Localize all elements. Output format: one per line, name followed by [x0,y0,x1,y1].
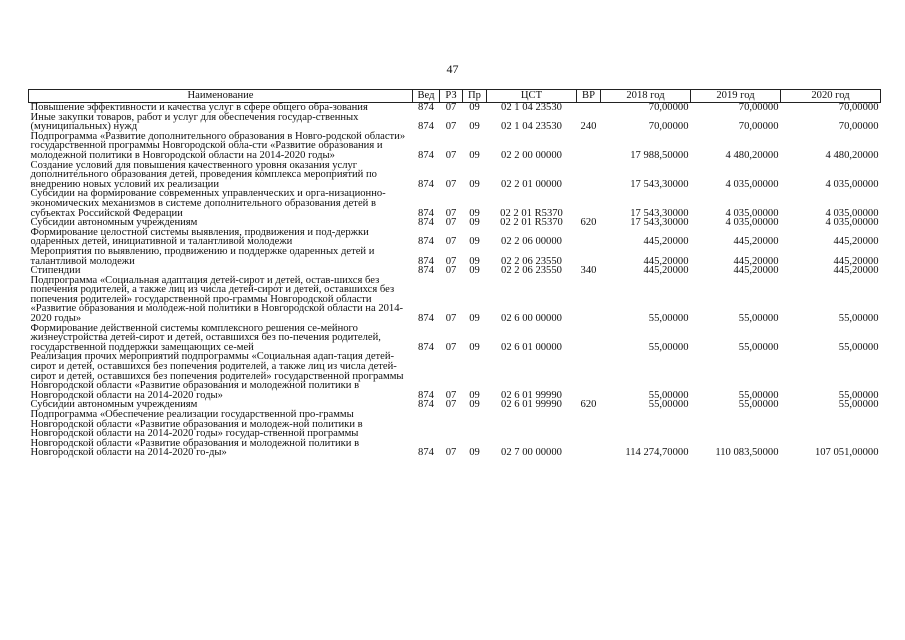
cell-vr [577,247,601,266]
header-2020: 2020 год [781,90,881,103]
budget-table [28,89,881,458]
table-row [29,352,881,400]
cell-cst: 02 6 00 00000 [501,313,562,325]
cell-2018: 55,00000 [648,389,689,401]
cell-cst: 02 6 01 00000 [501,341,562,353]
cell-2020: 55,00000 [838,313,879,325]
cell-2018: 70,00000 [648,121,689,133]
cell-rz: 07 [445,121,457,133]
cell-cst: 02 2 06 23550 [501,265,562,277]
cell-pr: 09 [469,389,480,401]
cell-rz: 07 [445,102,457,113]
cell-2019: 55,00000 [738,399,779,411]
cell-ved: 874 [418,341,434,353]
cell-2019: 445,20000 [733,265,779,277]
cell-ved: 874 [418,207,434,219]
cell-ved: 874 [418,121,434,133]
cell-ved: 874 [418,149,434,161]
header-rz: РЗ [440,90,463,103]
cell-rz: 07 [445,255,457,267]
cell-2018: 17 543,30000 [630,207,689,219]
cell-ved: 874 [418,389,434,401]
table-row [29,324,881,353]
cell-2020: 4 035,00000 [825,178,879,190]
cell-2019: 55,00000 [738,313,779,325]
cell-name: Создание условий для повышения качественного уровня оказания услуг дополнительного образования детей, проведения комплекса мероприятий по внедрению новых условий их реализации [30,159,377,190]
header-name: Наименование [29,90,413,103]
cell-rz: 07 [445,149,457,161]
table-row [29,276,881,324]
table-row [29,113,881,132]
cell-rz: 07 [445,341,457,353]
cell-2018: 114 274,70000 [625,447,689,459]
cell-2019: 110 083,50000 [715,447,779,459]
cell-vr [577,161,601,190]
cell-ved: 874 [418,399,434,411]
cell-pr: 09 [469,313,480,325]
cell-name: Подпрограмма «Обеспечение реализации государственной про-граммы Новгородской области «Развитие образования и молодеж-ной политики в Новгородской области на 2014-2020 годы» государ-ственной программы Новгородской области «Развитие образования и молодежной политики в Новгородской области на 2014-2020 го-ды» [30,409,363,459]
cell-name: Стипендии [30,265,81,277]
cell-cst: 02 1 04 23530 [501,102,562,113]
cell-vr [577,228,601,247]
cell-2018: 445,20000 [643,255,689,267]
cell-ved: 874 [418,236,434,248]
table-row [29,161,881,190]
cell-2018: 70,00000 [648,102,689,113]
cell-2018: 17 543,30000 [630,178,689,190]
cell-vr [577,276,601,324]
cell-name: Подпрограмма «Социальная адаптация детей-сирот и детей, остав-шихся без попечения родителей, а также лиц из числа детей-сирот и детей, оставшихся без попечения родителей» государственной про-граммы Новгородской области «Развитие образования и молодеж-ной политики в Новгородской области на 2014-2020 годы» [30,274,404,325]
cell-ved: 874 [418,265,434,277]
cell-ved: 874 [418,447,434,459]
cell-cst: 02 1 04 23530 [501,121,562,133]
cell-ved: 874 [418,102,434,113]
cell-pr: 09 [469,149,480,161]
table-row [29,228,881,247]
cell-2019: 70,00000 [738,121,779,133]
cell-2018: 17 543,30000 [630,217,689,229]
cell-2020: 4 035,00000 [825,207,879,219]
cell-vr [577,352,601,400]
cell-rz: 07 [445,313,457,325]
cell-2018: 55,00000 [648,399,689,411]
cell-name: Реализация прочих мероприятий подпрограммы «Социальная адап-тация детей-сирот и детей, оставшихся без попечения родителей, а также лиц из числа детей-сирот и детей, оставшихся без попечения родителей» государственной программы Новгородской области «Развитие образования и молодежной политики в Новгородской области на 2014-2020 годы» [30,351,404,401]
header-pr: Пр [463,90,487,103]
cell-2020: 445,20000 [833,265,879,277]
cell-name: Формирование целостной системы выявления, продвижения и под-держки одаренных детей, инициативной и талантливой молодежи [30,226,369,248]
cell-2019: 55,00000 [738,341,779,353]
cell-vr [577,410,601,458]
cell-pr: 09 [469,236,480,248]
cell-cst: 02 2 00 00000 [501,149,562,161]
cell-rz: 07 [445,178,457,190]
cell-name: Субсидии автономным учреждениям [30,217,198,229]
cell-rz: 07 [445,399,457,411]
cell-cst: 02 2 06 00000 [501,236,562,248]
cell-name: Субсидии автономным учреждениям [30,399,198,411]
cell-2020: 55,00000 [838,389,879,401]
cell-name: Повышение эффективности и качества услуг в сфере общего обра-зования [30,102,368,113]
cell-ved: 874 [418,217,434,229]
cell-2020: 55,00000 [838,399,879,411]
cell-2020: 445,20000 [833,236,879,248]
cell-2020: 107 051,00000 [814,447,879,459]
cell-pr: 09 [469,178,480,190]
cell-pr: 09 [469,265,480,277]
cell-rz: 07 [445,265,457,277]
cell-name: Подпрограмма «Развитие дополнительного образования в Новго-родской области» государственной программы Новгородской обла-сти «Развитие образования и молодежной политики в Новгородской области на 2014-2020 годы» [30,130,406,161]
cell-2020: 70,00000 [838,102,879,113]
cell-pr: 09 [469,121,480,133]
cell-pr: 09 [469,341,480,353]
cell-2020: 4 035,00000 [825,217,879,229]
cell-pr: 09 [469,399,480,411]
header-2019: 2019 год [691,90,781,103]
table-header-row [29,90,881,103]
cell-cst: 02 2 06 23550 [501,255,562,267]
cell-cst: 02 6 01 99990 [501,399,562,411]
header-vr: ВР [577,90,601,103]
cell-2019: 4 035,00000 [725,217,779,229]
cell-vr [577,189,601,218]
cell-2020: 4 480,20000 [825,149,879,161]
cell-2020: 70,00000 [838,121,879,133]
cell-name: Формирование действенной системы комплексного решения се-мейного жизнеустройства детей-сирот и детей, оставшихся без по-печения родителей, государственной поддержки замещающих се-мей [30,322,381,353]
cell-rz: 07 [445,447,457,459]
header-2018: 2018 год [601,90,691,103]
header-ved: Вед [413,90,440,103]
cell-rz: 07 [445,217,457,229]
cell-2019: 445,20000 [733,236,779,248]
cell-cst: 02 2 01 R5370 [500,217,563,229]
cell-pr: 09 [469,217,480,229]
cell-2020: 55,00000 [838,341,879,353]
cell-2018: 445,20000 [643,265,689,277]
cell-vr: 620 [580,399,597,411]
cell-2018: 55,00000 [648,341,689,353]
cell-rz: 07 [445,389,457,401]
cell-cst: 02 2 01 00000 [501,178,562,190]
table-body [29,103,881,458]
cell-2019: 445,20000 [733,255,779,267]
cell-2018: 55,00000 [648,313,689,325]
cell-ved: 874 [418,178,434,190]
table-row [29,189,881,218]
cell-pr: 09 [469,102,480,113]
cell-rz: 07 [445,207,457,219]
cell-rz: 07 [445,236,457,248]
cell-cst: 02 6 01 99990 [501,389,562,401]
cell-pr: 09 [469,207,480,219]
cell-name: Мероприятия по выявлению, продвижению и поддержке одаренных детей и талантливой молодежи [30,245,375,267]
table-row [29,410,881,458]
cell-vr [577,103,601,113]
cell-2020: 445,20000 [833,255,879,267]
cell-cst: 02 7 00 00000 [501,447,562,459]
cell-name: Иные закупки товаров, работ и услуг для обеспечения государ-ственных (муниципальных) нужд [30,111,359,133]
cell-2019: 4 035,00000 [725,178,779,190]
table-row [29,247,881,266]
cell-pr: 09 [469,447,480,459]
cell-2018: 17 988,50000 [630,149,689,161]
cell-2019: 4 480,20000 [725,149,779,161]
cell-cst: 02 2 01 R5370 [500,207,563,219]
cell-2019: 4 035,00000 [725,207,779,219]
cell-name: Субсидии на формирование современных управленческих и орга-низационно-экономических механизмов в системе дополнительного образования детей в субъектах Российской Федерации [30,188,386,219]
cell-vr: 620 [580,217,597,229]
cell-vr [577,132,601,161]
cell-2018: 445,20000 [643,236,689,248]
cell-vr: 340 [580,265,597,277]
cell-ved: 874 [418,313,434,325]
table-row [29,132,881,161]
cell-vr [577,324,601,353]
cell-vr: 240 [580,121,597,133]
page-number: 47 [446,62,459,76]
cell-pr: 09 [469,255,480,267]
cell-2019: 55,00000 [738,389,779,401]
cell-2019: 70,00000 [738,102,779,113]
cell-ved: 874 [418,255,434,267]
header-cst: ЦСТ [487,90,577,103]
